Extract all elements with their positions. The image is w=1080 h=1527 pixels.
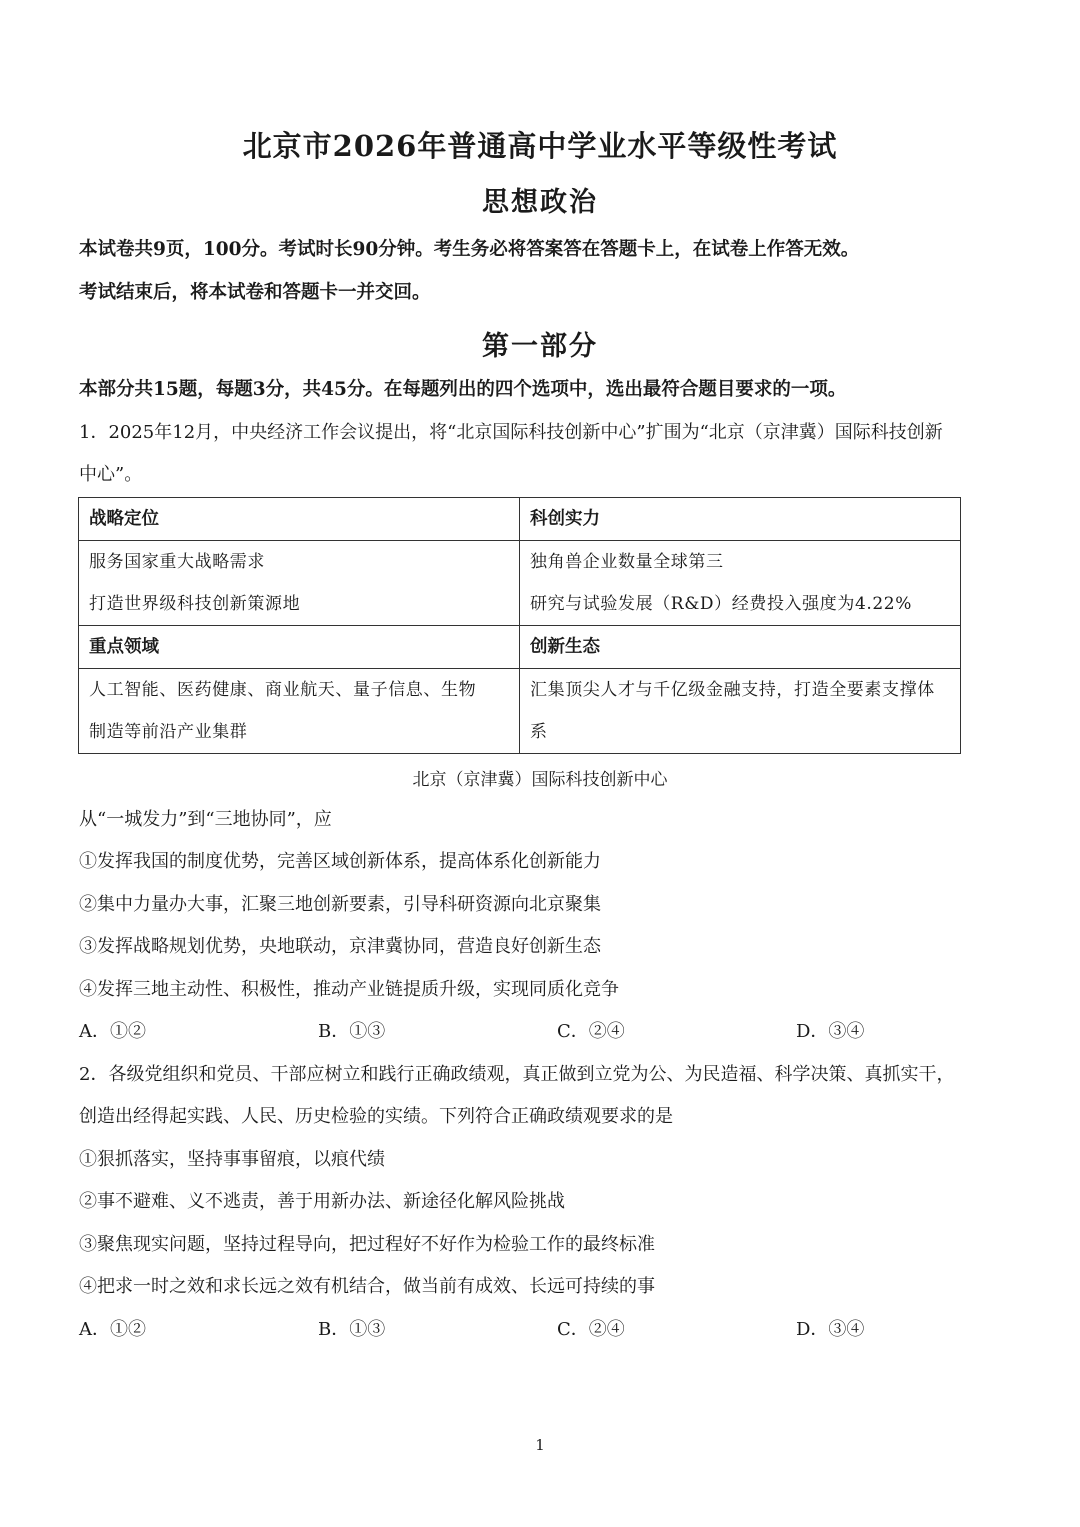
q1-statement-1: ①发挥我国的制度优势，完善区域创新体系，提高体系化创新能力 xyxy=(79,851,601,872)
q2-option-d[interactable]: D．③④ xyxy=(796,1319,865,1340)
part-intro: 本部分共15题，每题3分，共45分。在每题列出的四个选项中，选出最符合题目要求的一项。 xyxy=(79,379,847,400)
table-cell-key-fields xyxy=(79,669,520,754)
table-cell-line: 人工智能、医药健康、商业航天、量子信息、生物 xyxy=(89,680,477,700)
q1-stem-line-2: 中心”。 xyxy=(79,464,143,485)
table-header-tech-strength: 科创实力 xyxy=(520,498,961,541)
q2-statement-2: ②事不避难、义不逃责，善于用新办法、新途径化解风险挑战 xyxy=(79,1191,565,1212)
table-cell-line: 系 xyxy=(530,722,548,742)
exam-subject: 思想政治 xyxy=(482,187,598,218)
table-cell-line: 独角兽企业数量全球第三 xyxy=(530,552,724,572)
table-header-innovation-ecosystem: 创新生态 xyxy=(520,626,961,669)
q1-option-a[interactable]: A．①② xyxy=(79,1021,146,1042)
q2-statement-4: ④把求一时之效和求长远之效有机结合，做当前有成效、长远可持续的事 xyxy=(79,1276,655,1297)
q1-option-d[interactable]: D．③④ xyxy=(796,1021,865,1042)
q2-stem-line-2: 创造出经得起实践、人民、历史检验的实绩。下列符合正确政绩观要求的是 xyxy=(79,1106,673,1127)
q1-lead: 从“一城发力”到“三地协同”，应 xyxy=(79,809,332,830)
page-number: 1 xyxy=(535,1436,545,1454)
table-cell-line: 汇集顶尖人才与千亿级金融支持，打造全要素支撑体 xyxy=(530,680,935,700)
q2-stem-line-1: 2．各级党组织和党员、干部应树立和践行正确政绩观，真正做到立党为公、为民造福、科学决策、真抓实干， xyxy=(79,1064,955,1085)
q1-statement-3: ③发挥战略规划优势，央地联动，京津冀协同，营造良好创新生态 xyxy=(79,936,601,957)
table-cell-line: 研究与试验发展（R&D）经费投入强度为4.22% xyxy=(530,594,912,614)
table-caption: 北京（京津冀）国际科技创新中心 xyxy=(412,770,668,790)
instruction-line-2: 考试结束后，将本试卷和答题卡一并交回。 xyxy=(79,282,431,303)
q1-info-table xyxy=(78,497,961,754)
q2-statement-1: ①狠抓落实，坚持事事留痕，以痕代绩 xyxy=(79,1149,385,1170)
table-cell-innovation-ecosystem xyxy=(520,669,961,754)
table-cell-tech-strength xyxy=(520,541,961,626)
instruction-line-1: 本试卷共9页，100分。考试时长90分钟。考生务必将答案答在答题卡上，在试卷上作答无效。 xyxy=(79,239,860,260)
q1-option-b[interactable]: B．①③ xyxy=(318,1021,386,1042)
q2-option-c[interactable]: C．②④ xyxy=(557,1319,625,1340)
part-title: 第一部分 xyxy=(482,331,598,362)
q2-option-b[interactable]: B．①③ xyxy=(318,1319,386,1340)
table-cell-line: 打造世界级科技创新策源地 xyxy=(89,594,301,614)
table-cell-line: 服务国家重大战略需求 xyxy=(89,552,265,572)
q2-statement-3: ③聚焦现实问题，坚持过程导向，把过程好不好作为检验工作的最终标准 xyxy=(79,1234,655,1255)
exam-title: 北京市2026年普通高中学业水平等级性考试 xyxy=(242,129,838,163)
q1-option-c[interactable]: C．②④ xyxy=(557,1021,625,1042)
q1-stem-line-1: 1．2025年12月，中央经济工作会议提出，将“北京国际科技创新中心”扩围为“北京（京津冀）国际科技创新 xyxy=(79,422,943,443)
q1-statement-4: ④发挥三地主动性、积极性，推动产业链提质升级，实现同质化竞争 xyxy=(79,979,619,1000)
table-header-strategic-positioning: 战略定位 xyxy=(79,498,520,541)
table-cell-line: 制造等前沿产业集群 xyxy=(89,722,248,742)
table-header-key-fields: 重点领域 xyxy=(79,626,520,669)
q2-option-a[interactable]: A．①② xyxy=(79,1319,146,1340)
q1-statement-2: ②集中力量办大事，汇聚三地创新要素，引导科研资源向北京聚集 xyxy=(79,894,601,915)
table-cell-strategic-positioning xyxy=(79,541,520,626)
